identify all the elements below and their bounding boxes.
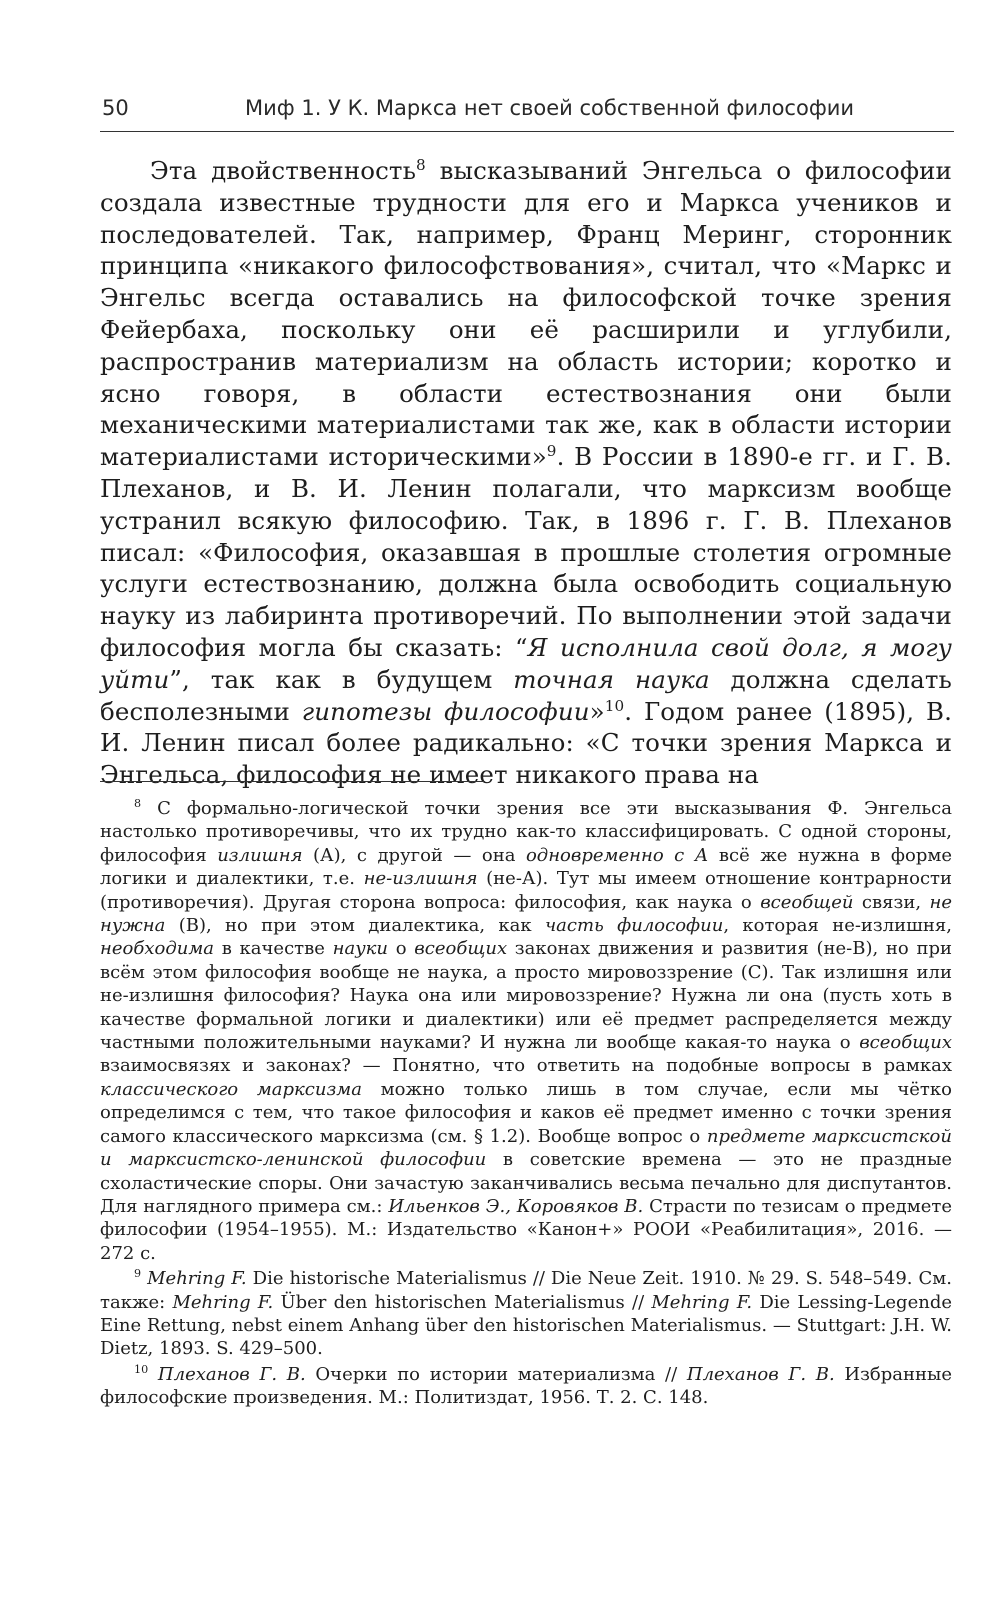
fn-italic: предмете марксистской и марксистско-ленинской философии <box>100 1125 952 1171</box>
footnote-ref-10[interactable]: 10 <box>604 696 625 715</box>
italic-term: точная наука <box>513 664 710 694</box>
footnote-10 <box>100 1363 952 1410</box>
fn-text: (В), но при этом диалектика, как <box>165 915 545 937</box>
fn-text: (не-А). Тут мы имеем отношение контрарности (противоречия). Другая сторона вопроса: философия, как наука о <box>100 868 952 913</box>
fn-text: , которая не-излишня, <box>723 915 952 937</box>
fn-italic: не-излишня <box>363 868 478 890</box>
page-number: 50 <box>102 96 129 120</box>
fn-italic: всеобщих <box>859 1032 952 1054</box>
fn-text: Über den historischen Materialismus // <box>273 1291 652 1313</box>
text-segment: » <box>589 696 605 726</box>
fn-text: законах движения и развития (не-В), но при всём этом философия вообще не наука, а просто мировоззрение (С). Так излишня или не-излишня философия? Наука она или мировоззрение? Нужна ли она (пусть хоть в качестве формальной логики и диалектики) или её предмет распределяется между частными положительными науками? И нужна ли вообще какая-то наука о <box>100 938 952 1054</box>
fn-italic: не нужна <box>100 891 952 937</box>
fn-text: Очерки по истории материализма // <box>305 1363 687 1385</box>
fn-italic: Ильенков Э., Коровяков В. <box>388 1195 644 1217</box>
italic-term: гипотезы философии <box>301 696 590 726</box>
fn-italic: науки <box>332 938 389 960</box>
text-segment: должна сделать бесполезными <box>100 664 952 726</box>
fn-text: Страсти по тезисам о предмете философии (1954–1955). М.: Издательство «Канон+» РООИ «Реабилитация», 2016. — 272 с. <box>100 1195 952 1264</box>
footnote-separator <box>100 781 485 782</box>
header-rule <box>100 131 954 132</box>
fn-italic: одновременно с А <box>525 844 709 866</box>
footnote-ref-9[interactable]: 9 <box>546 442 557 461</box>
text-segment: ”, так как в будущем <box>169 664 514 694</box>
fn-text: в советские времена — это не праздные схоластические споры. Они зачастую заканчивались весьма печально для диспутантов. Для наглядного примера см.: <box>100 1149 952 1217</box>
fn-text: о <box>388 938 415 960</box>
text-segment: Эта двойственность <box>150 156 417 185</box>
footnote-9 <box>100 1267 952 1361</box>
footnote-ref-8[interactable]: 8 <box>416 155 426 174</box>
footnote-number: 9 <box>134 1267 142 1281</box>
footnote-8 <box>100 797 952 1265</box>
footnotes <box>100 797 952 1412</box>
fn-text: Die Lessing-Legende Eine Rettung, nebst einem Anhang über den historischen Materialismus. — Stuttgart: J.H. W. Dietz, 1893. S. 429–500. <box>100 1291 953 1360</box>
main-paragraph <box>100 155 952 791</box>
fn-text <box>148 1364 158 1385</box>
italic-quote: Я исполнила свой долг, я могу уйти <box>100 632 952 694</box>
fn-text: Die historische Materialismus // Die Neue Zeit. 1910. № 29. S. 548–549. См. также: <box>100 1268 952 1313</box>
text-segment: высказываний Энгельса о философии создала известные трудности для его и Маркса учеников и последователей. Так, например, Франц Меринг, сторонник принципа «никакого философствования», считал, что «Маркс и Энгельс всегда оставались на философской точке зрения Фейербаха, поскольку они её расширили и углубили, распространив материализм на область истории; коротко и ясно говоря, в области естествознания они были механическими материалистами так же, как в области истории материалистами историческими» <box>100 156 952 472</box>
fn-italic: Плеханов Г. В. <box>686 1363 835 1385</box>
fn-italic: Mehring F. <box>172 1291 274 1313</box>
running-head <box>100 96 954 130</box>
fn-text: С формально-логической точки зрения все эти высказывания Ф. Энгельса настолько противоречивы, что их трудно как-то классифицировать. С одной стороны, философия <box>100 798 952 866</box>
fn-text: связи, <box>853 891 930 913</box>
fn-text: в качестве <box>213 938 333 960</box>
fn-text: всё же нужна в форме логики и диалектики, т.е. <box>100 844 952 890</box>
fn-italic: всеобщей <box>760 891 854 913</box>
text-segment: . В России в 1890-е гг. и Г. В. Плеханов, и В. И. Ленин полагали, что марксизм вообще устранил всякую философию. Так, в 1896 г. Г. В. Плеханов писал: «Философия, оказавшая в прошлые столетия огромные услуги естествознанию, должна была освободить социальную науку из лабиринта противоречий. По выполнении этой задачи философия могла бы сказать: “ <box>100 442 952 662</box>
fn-italic: излишня <box>217 844 303 866</box>
footnote-number: 8 <box>134 797 142 810</box>
fn-text: (А), с другой — она <box>302 844 526 866</box>
fn-italic: классического марксизма <box>100 1078 362 1100</box>
fn-text: Избранные философские произведения. М.: Политиздат, 1956. Т. 2. С. 148. <box>100 1363 952 1409</box>
fn-italic: необходима <box>100 938 214 960</box>
fn-italic: Плеханов Г. В. <box>157 1363 306 1385</box>
fn-text: можно только лишь в том случае, если мы чётко определимся с тем, что такое философия и каков её предмет именно с точки зрения самого классического марксизма (см. § 1.2). Вообще вопрос о <box>100 1078 952 1147</box>
fn-italic: всеобщих <box>414 938 508 960</box>
footnote-number: 10 <box>134 1362 149 1376</box>
fn-italic: Mehring F. <box>651 1291 753 1313</box>
fn-text: взаимосвязях и законах? — Понятно, что ответить на подобные вопросы в рамках <box>100 1055 952 1077</box>
running-title: Миф 1. У К. Маркса нет своей собственной философии <box>245 96 855 120</box>
fn-italic: Mehring F. <box>147 1268 247 1290</box>
text-segment: . Годом ранее (1895), В. И. Ленин писал более радикально: «С точки зрения Маркса и Энгельса, философия не имеет никакого права на <box>100 696 953 790</box>
fn-italic: часть философии <box>544 915 724 937</box>
